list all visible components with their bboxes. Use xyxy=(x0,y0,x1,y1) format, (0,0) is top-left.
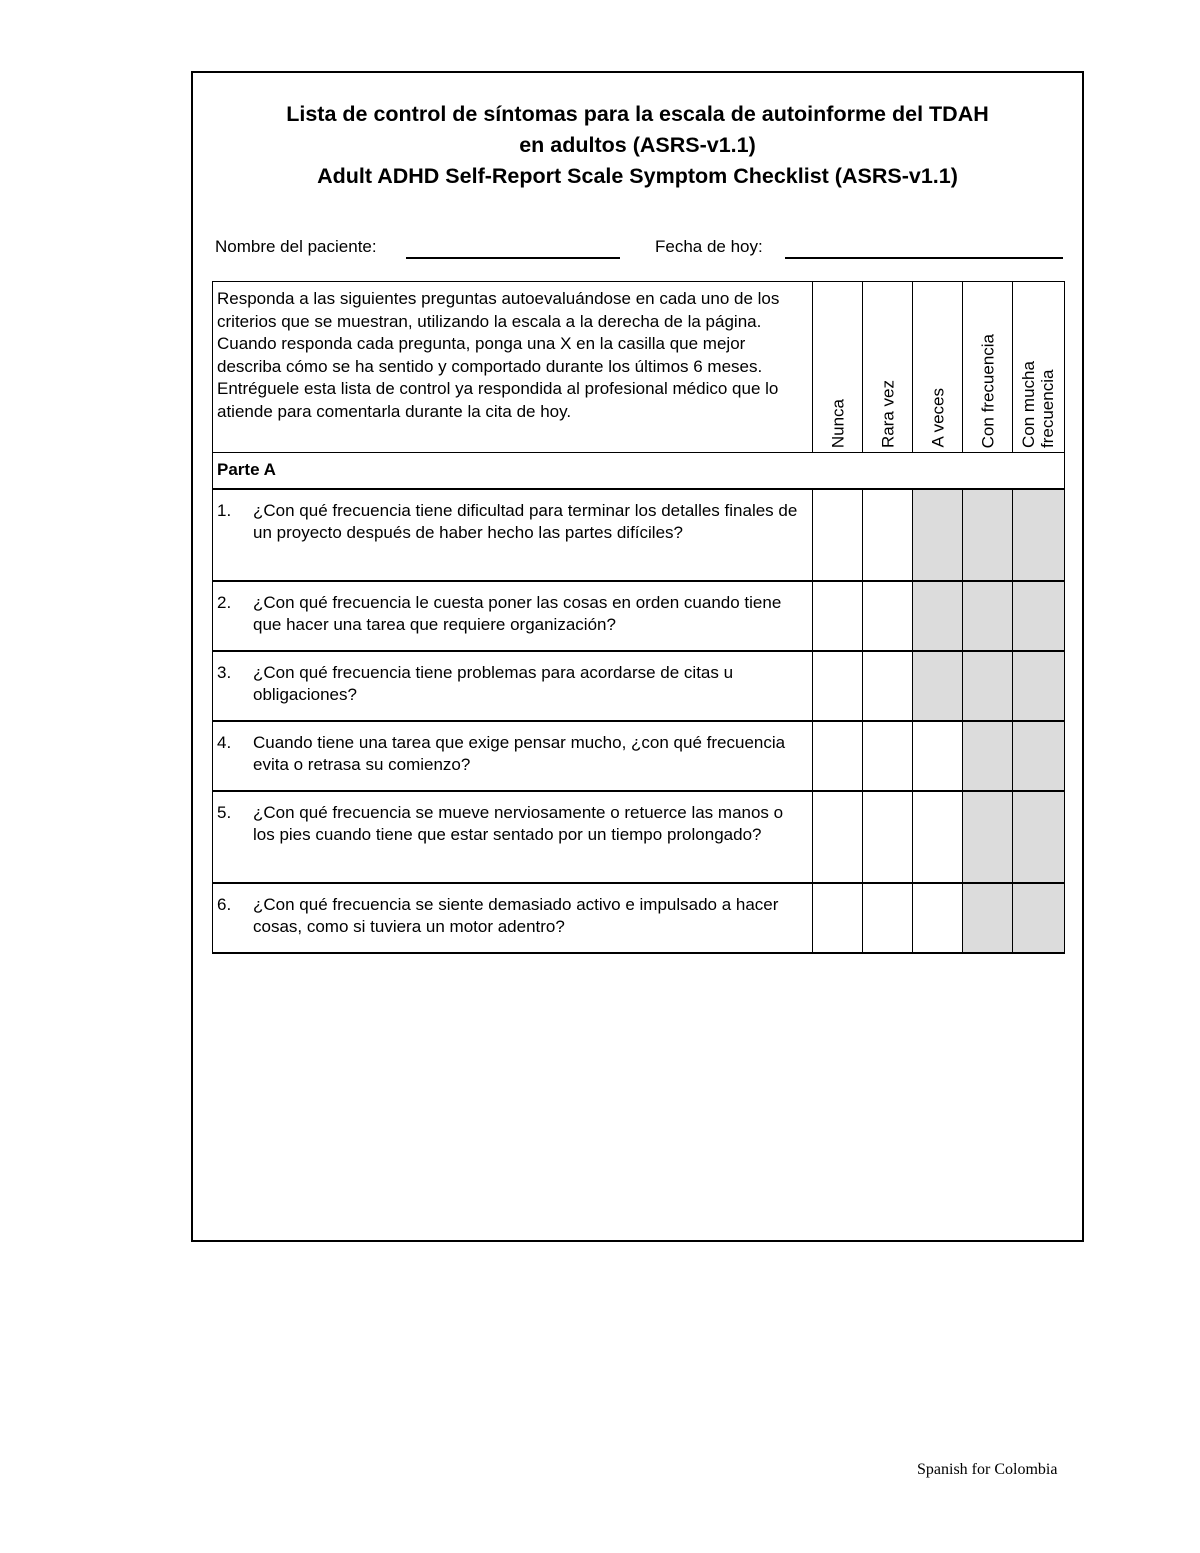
checklist-table xyxy=(212,281,1065,954)
question-number: 5. xyxy=(217,802,232,822)
scale-header-con-frecuencia xyxy=(963,282,1013,453)
form-frame xyxy=(191,71,1084,1242)
header-fields xyxy=(215,237,1063,261)
question-cell xyxy=(213,489,813,581)
answer-checkbox[interactable] xyxy=(963,489,1013,581)
answer-checkbox[interactable] xyxy=(813,489,863,581)
answer-checkbox[interactable] xyxy=(913,721,963,791)
question-number: 3. xyxy=(217,662,232,682)
answer-checkbox[interactable] xyxy=(863,883,913,953)
question-text: ¿Con qué frecuencia tiene problemas para acordarse de citas u obligaciones? xyxy=(253,662,734,704)
question-row xyxy=(213,791,1065,883)
question-cell xyxy=(213,581,813,651)
answer-checkbox[interactable] xyxy=(963,581,1013,651)
question-row xyxy=(213,883,1065,953)
question-cell xyxy=(213,791,813,883)
answer-checkbox[interactable] xyxy=(1013,581,1065,651)
patient-name-label: Nombre del paciente: xyxy=(215,237,377,256)
answer-checkbox[interactable] xyxy=(863,721,913,791)
scale-header-nunca xyxy=(813,282,863,453)
answer-checkbox[interactable] xyxy=(913,791,963,883)
question-row xyxy=(213,651,1065,721)
question-text: ¿Con qué frecuencia le cuesta poner las cosas en orden cuando tiene que hacer una tarea que requiere organización? xyxy=(253,592,782,634)
scale-label: Nunca xyxy=(828,398,847,448)
answer-checkbox[interactable] xyxy=(813,883,863,953)
answer-checkbox[interactable] xyxy=(963,721,1013,791)
answer-checkbox[interactable] xyxy=(913,489,963,581)
answer-checkbox[interactable] xyxy=(963,791,1013,883)
question-number: 6. xyxy=(217,894,232,914)
answer-checkbox[interactable] xyxy=(813,791,863,883)
question-cell xyxy=(213,651,813,721)
scale-header-con-mucha-frecuencia xyxy=(1013,282,1065,453)
question-number: 1. xyxy=(217,500,232,520)
answer-checkbox[interactable] xyxy=(813,581,863,651)
answer-checkbox[interactable] xyxy=(963,883,1013,953)
form-title xyxy=(193,99,1082,192)
date-field[interactable] xyxy=(785,257,1063,259)
answer-checkbox[interactable] xyxy=(913,581,963,651)
question-row xyxy=(213,581,1065,651)
scale-label: A veces xyxy=(928,388,947,448)
question-row xyxy=(213,721,1065,791)
question-text: ¿Con qué frecuencia tiene dificultad para terminar los detalles finales de un proyecto después de haber hecho las partes difíciles? xyxy=(253,500,798,542)
question-text: ¿Con qué frecuencia se siente demasiado activo e impulsado a hacer cosas, como si tuviera un motor adentro? xyxy=(253,894,779,936)
answer-checkbox[interactable] xyxy=(1013,489,1065,581)
instructions-text: Responda a las siguientes preguntas autoevaluándose en cada uno de los criterios que se muestran, utilizando la escala a la derecha de la página. Cuando responda cada pregunta, ponga una X en la casilla que mejor describa cómo se ha sentido y comportado durante los últimos 6 meses. Entréguele esta lista de control ya respondida al profesional médico que lo atiende para comentarla durante la cita de hoy. xyxy=(213,282,813,453)
answer-checkbox[interactable] xyxy=(1013,883,1065,953)
answer-checkbox[interactable] xyxy=(1013,651,1065,721)
title-line-3: Adult ADHD Self-Report Scale Symptom Checklist (ASRS-v1.1) xyxy=(317,164,958,188)
answer-checkbox[interactable] xyxy=(813,721,863,791)
part-a-label: Parte A xyxy=(213,453,1065,489)
answer-checkbox[interactable] xyxy=(1013,791,1065,883)
scale-label: Rara vez xyxy=(878,379,897,448)
answer-checkbox[interactable] xyxy=(963,651,1013,721)
answer-checkbox[interactable] xyxy=(1013,721,1065,791)
question-cell xyxy=(213,721,813,791)
answer-checkbox[interactable] xyxy=(863,791,913,883)
answer-checkbox[interactable] xyxy=(863,651,913,721)
date-label: Fecha de hoy: xyxy=(655,237,763,256)
title-line-2: en adultos (ASRS-v1.1) xyxy=(519,133,756,157)
question-number: 2. xyxy=(217,592,232,612)
answer-checkbox[interactable] xyxy=(813,651,863,721)
question-text: ¿Con qué frecuencia se mueve nerviosamente o retuerce las manos o los pies cuando tiene que estar sentado por un tiempo prolongado? xyxy=(253,802,784,844)
answer-checkbox[interactable] xyxy=(913,883,963,953)
answer-checkbox[interactable] xyxy=(863,489,913,581)
footer-language-note: Spanish for Colombia xyxy=(917,1461,1058,1478)
question-text: Cuando tiene una tarea que exige pensar mucho, ¿con qué frecuencia evita o retrasa su comienzo? xyxy=(253,732,786,774)
answer-checkbox[interactable] xyxy=(913,651,963,721)
question-number: 4. xyxy=(217,732,232,752)
scale-header-a-veces xyxy=(913,282,963,453)
answer-checkbox[interactable] xyxy=(863,581,913,651)
patient-name-field[interactable] xyxy=(406,257,620,259)
scale-label: Con frecuencia xyxy=(978,333,997,448)
question-row xyxy=(213,489,1065,581)
scale-header-rara-vez xyxy=(863,282,913,453)
scale-label: Con mucha frecuencia xyxy=(1018,361,1057,448)
question-cell xyxy=(213,883,813,953)
title-line-1: Lista de control de síntomas para la escala de autoinforme del TDAH xyxy=(286,102,989,126)
